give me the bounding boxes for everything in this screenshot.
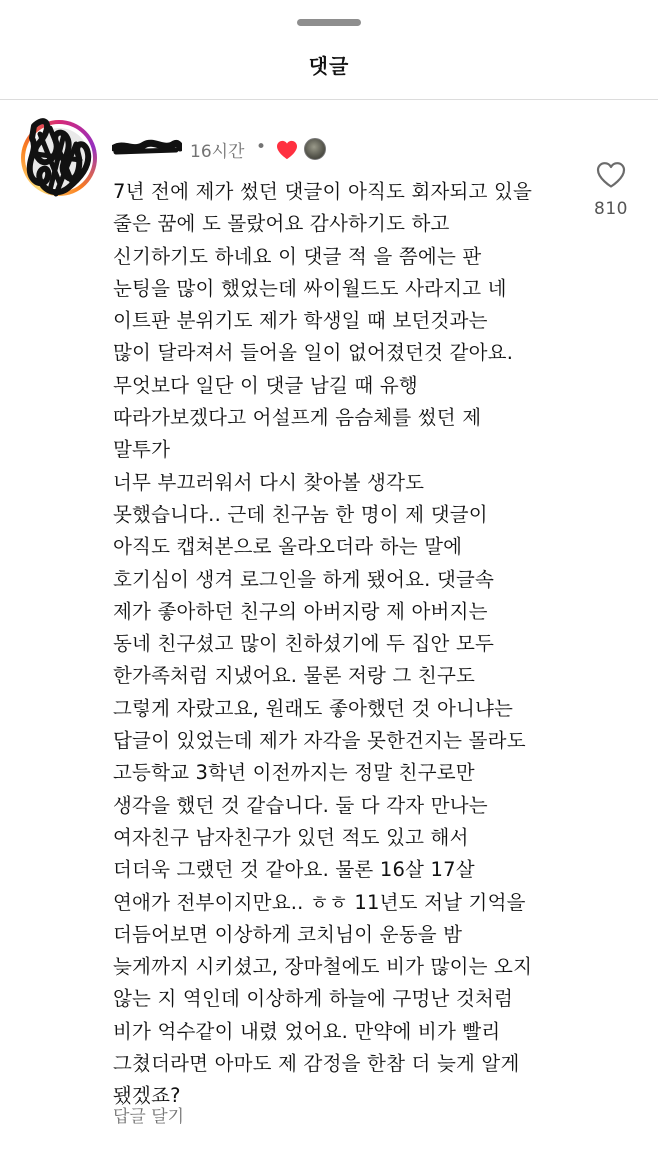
comment-line: 신기하기도 하네요 이 댓글 적 을 쯤에는 판 <box>113 244 482 268</box>
redaction-scribble <box>20 114 100 204</box>
comment-line: 못했습니다.. 근데 친구놈 한 명이 제 댓글이 <box>113 502 488 526</box>
comment-timestamp: 16시간 <box>190 142 245 162</box>
reply-button[interactable]: 답글 달기 <box>113 1107 185 1127</box>
comment-line: 더듬어보면 이상하게 코치님이 운동을 밤 <box>113 922 463 946</box>
comment-line: 이트판 분위기도 제가 학생일 때 보던것과는 <box>113 309 488 333</box>
comment-line: 생각을 했던 것 같습니다. 둘 다 각자 만나는 <box>113 793 488 817</box>
comment-line: 고등학교 3학년 이전까지는 정말 친구로만 <box>113 761 475 785</box>
comment-line: 그쳤더라면 아마도 제 감정을 한참 더 늦게 알게 <box>113 1052 520 1076</box>
comment-line: 많이 달라져서 들어올 일이 없어졌던것 같아요. <box>113 341 514 365</box>
username-redacted[interactable] <box>112 136 182 158</box>
drag-handle[interactable] <box>297 19 361 26</box>
comment-line: 않는 지 역인데 이상하게 하늘에 구멍난 것처럼 <box>113 987 514 1011</box>
comment-line: 늦게까지 시키셨고, 장마철에도 비가 많이는 오지 <box>113 955 533 979</box>
comment-line: 호기심이 생겨 로그인을 하게 됐어요. 댓글속 <box>113 567 495 591</box>
comment-line: 더더욱 그랬던 것 같아요. 물론 16살 17살 <box>113 858 475 882</box>
separator-dot: • <box>256 137 267 157</box>
sheet-title: 댓글 <box>308 54 350 78</box>
comment-line: 말투가 <box>113 438 171 462</box>
comment-line: 줄은 꿈에 도 몰랐어요 감사하기도 하고 <box>113 212 450 236</box>
title-divider <box>0 99 658 100</box>
comment-line: 눈팅을 많이 했었는데 싸이월드도 사라지고 네 <box>113 276 507 300</box>
heart-outline-icon[interactable] <box>596 161 626 189</box>
comment-line: 아직도 캡쳐본으로 올라오더라 하는 말에 <box>113 535 463 559</box>
comment-text <box>113 176 583 1113</box>
comment-line: 너무 부끄러워서 다시 찾아볼 생각도 <box>113 470 425 494</box>
like-count: 810 <box>594 199 628 219</box>
creator-avatar <box>304 138 326 160</box>
comment-line: 그렇게 자랐고요, 원래도 좋아했던 것 아니냐는 <box>113 696 514 720</box>
comment-line: 됐겠죠? <box>113 1084 181 1108</box>
comment-line: 무엇보다 일단 이 댓글 남길 때 유행 <box>113 373 418 397</box>
comment-line: 연애가 전부이지만요.. ㅎㅎ 11년도 저날 기억을 <box>113 890 526 914</box>
comment-line: 제가 좋아하던 친구의 아버지랑 제 아버지는 <box>113 599 488 623</box>
comment-line: 여자친구 남자친구가 있던 적도 있고 해서 <box>113 825 469 849</box>
comment-line: 비가 억수같이 내렸 었어요. 만약에 비가 빨리 <box>113 1019 501 1043</box>
heart-filled-icon <box>276 140 298 160</box>
comment-line: 답글이 있었는데 제가 자각을 못한건지는 몰라도 <box>113 729 526 753</box>
comment-line: 7년 전에 제가 썼던 댓글이 아직도 회자되고 있을 <box>113 180 533 203</box>
comment-line: 동네 친구셨고 많이 친하셨기에 두 집안 모두 <box>113 632 495 656</box>
comment-line: 따라가보겠다고 어설프게 음슴체를 썼던 제 <box>113 406 482 430</box>
comment-line: 한가족처럼 지냈어요. 물론 저랑 그 친구도 <box>113 664 476 688</box>
